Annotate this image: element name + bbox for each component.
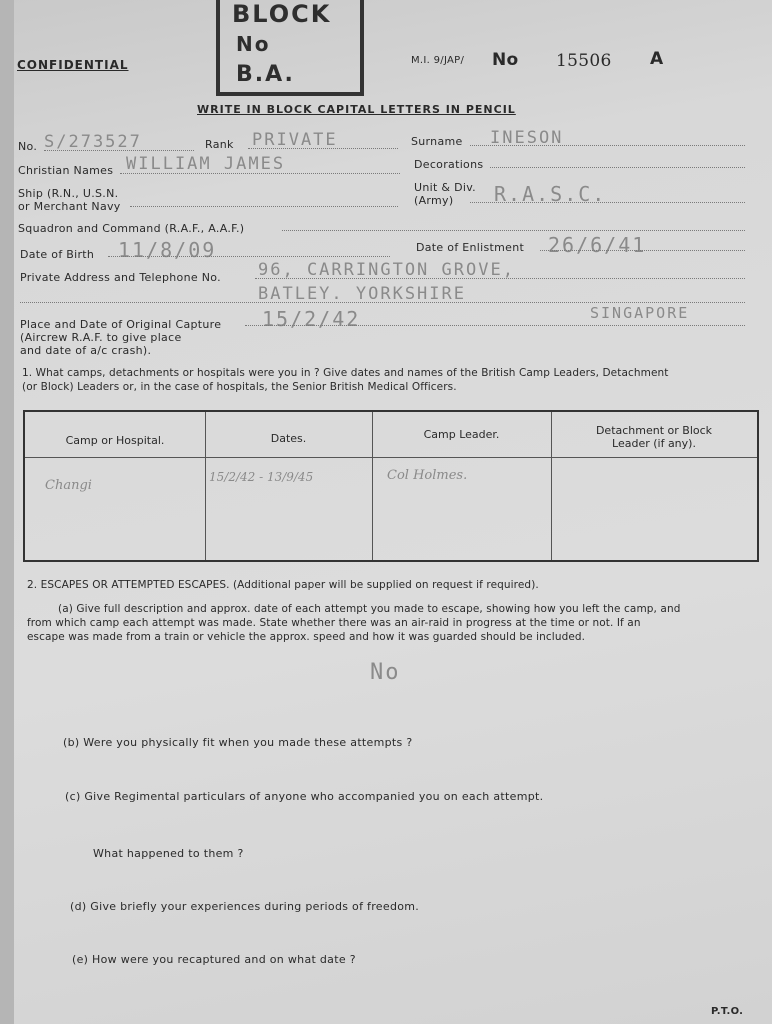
capture-label-1: Place and Date of Original Capture bbox=[20, 318, 222, 331]
table-header-rule bbox=[25, 457, 757, 458]
dob-value: 11/8/09 bbox=[118, 238, 217, 262]
form-suffix: A bbox=[650, 49, 664, 69]
ship-line bbox=[130, 206, 398, 207]
surname-value: INESON bbox=[490, 128, 564, 148]
squadron-label: Squadron and Command (R.A.F., A.A.F.) bbox=[18, 222, 245, 235]
camps-table bbox=[23, 410, 759, 562]
form-number: 15506 bbox=[556, 51, 612, 71]
service-no-value: S/273527 bbox=[44, 132, 142, 152]
unit-label-1: Unit & Div. bbox=[414, 181, 476, 194]
q2a-line-3: escape was made from a train or vehicle the approx. speed and how it was guarded should be included. bbox=[27, 631, 586, 643]
q2a-answer: No bbox=[370, 660, 401, 685]
unit-line bbox=[470, 202, 745, 203]
decorations-label: Decorations bbox=[414, 158, 484, 171]
row-dates-value: 15/2/42 - 13/9/45 bbox=[209, 470, 314, 484]
q2d: (d) Give briefly your experiences during periods of freedom. bbox=[70, 900, 420, 913]
enlistment-label: Date of Enlistment bbox=[416, 241, 525, 254]
pto-label: P.T.O. bbox=[711, 1006, 744, 1017]
q2a-line-1: (a) Give full description and approx. date of each attempt you made to escape, showing how you left the camp, and bbox=[58, 603, 681, 615]
capture-date: 15/2/42 bbox=[262, 307, 361, 331]
stamp-line-1: BLOCK bbox=[232, 0, 332, 28]
ship-label-1: Ship (R.N., U.S.N. bbox=[18, 187, 119, 200]
q1-line-2: (or Block) Leaders or, in the case of hospitals, the Senior British Medical Officers. bbox=[22, 381, 457, 393]
dob-label: Date of Birth bbox=[20, 248, 95, 261]
decorations-line bbox=[490, 167, 745, 168]
mi-ref: M.I. 9/JAP/ bbox=[411, 55, 465, 66]
address-line-1: 96, CARRINGTON GROVE, bbox=[258, 260, 515, 280]
capture-place: SINGAPORE bbox=[590, 304, 690, 322]
rank-value: PRIVATE bbox=[252, 130, 338, 150]
col-detachment-header-1: Detachment or Block bbox=[595, 424, 713, 437]
christian-names-value: WILLIAM JAMES bbox=[126, 154, 286, 174]
surname-line bbox=[470, 145, 745, 146]
no-label: No bbox=[492, 50, 519, 70]
row-leader-value: Col Holmes. bbox=[387, 468, 468, 483]
capture-label-2: (Aircrew R.A.F. to give place bbox=[20, 331, 182, 344]
address-label: Private Address and Telephone No. bbox=[20, 271, 221, 284]
stamp-line-3: B.A. bbox=[236, 62, 295, 87]
block-stamp bbox=[216, 0, 364, 96]
surname-label: Surname bbox=[411, 135, 463, 148]
unit-label-2: (Army) bbox=[414, 194, 454, 207]
dob-line bbox=[108, 256, 390, 257]
q2c: (c) Give Regimental particulars of anyone who accompanied you on each attempt. bbox=[65, 790, 544, 803]
squadron-line bbox=[282, 230, 745, 231]
q1-line-1: 1. What camps, detachments or hospitals were you in ? Give dates and names of the British Camp Leaders, Detachment bbox=[22, 367, 669, 379]
address-rule-2 bbox=[20, 302, 745, 303]
q2-title: 2. ESCAPES OR ATTEMPTED ESCAPES. (Additional paper will be supplied on request if required). bbox=[27, 579, 539, 591]
row-camp-value: Changi bbox=[45, 478, 92, 493]
page-edge bbox=[0, 0, 14, 1024]
address-line-2: BATLEY. YORKSHIRE bbox=[258, 284, 466, 304]
capture-line bbox=[245, 325, 745, 326]
christian-names-line bbox=[120, 173, 400, 174]
col-camp-header: Camp or Hospital. bbox=[65, 434, 165, 447]
rank-label: Rank bbox=[205, 138, 234, 151]
christian-names-label: Christian Names bbox=[18, 164, 114, 177]
col-dates-header: Dates. bbox=[270, 432, 307, 445]
q2c-followup: What happened to them ? bbox=[93, 847, 244, 860]
col-detachment-header-2: Leader (if any). bbox=[612, 437, 696, 450]
service-no-line bbox=[44, 150, 194, 151]
confidential-label: CONFIDENTIAL bbox=[17, 58, 129, 72]
ship-label-2: or Merchant Navy bbox=[18, 200, 121, 213]
capture-label-3: and date of a/c crash). bbox=[20, 344, 152, 357]
stamp-line-2: No bbox=[236, 32, 271, 56]
q2b: (b) Were you physically fit when you made these attempts ? bbox=[63, 736, 413, 749]
q2a-line-2: from which camp each attempt was made. State whether there was an air-raid in progress at the time or not. If an bbox=[27, 617, 641, 629]
service-no-label: No. bbox=[18, 140, 38, 153]
address-rule-1 bbox=[255, 278, 745, 279]
rank-line bbox=[248, 148, 398, 149]
enlistment-line bbox=[540, 250, 745, 251]
enlistment-value: 26/6/41 bbox=[548, 233, 647, 257]
unit-value: R.A.S.C. bbox=[494, 182, 607, 206]
col-leader-header: Camp Leader. bbox=[423, 428, 500, 441]
instruction-heading: WRITE IN BLOCK CAPITAL LETTERS IN PENCIL bbox=[197, 103, 516, 116]
q2e: (e) How were you recaptured and on what date ? bbox=[72, 953, 356, 966]
